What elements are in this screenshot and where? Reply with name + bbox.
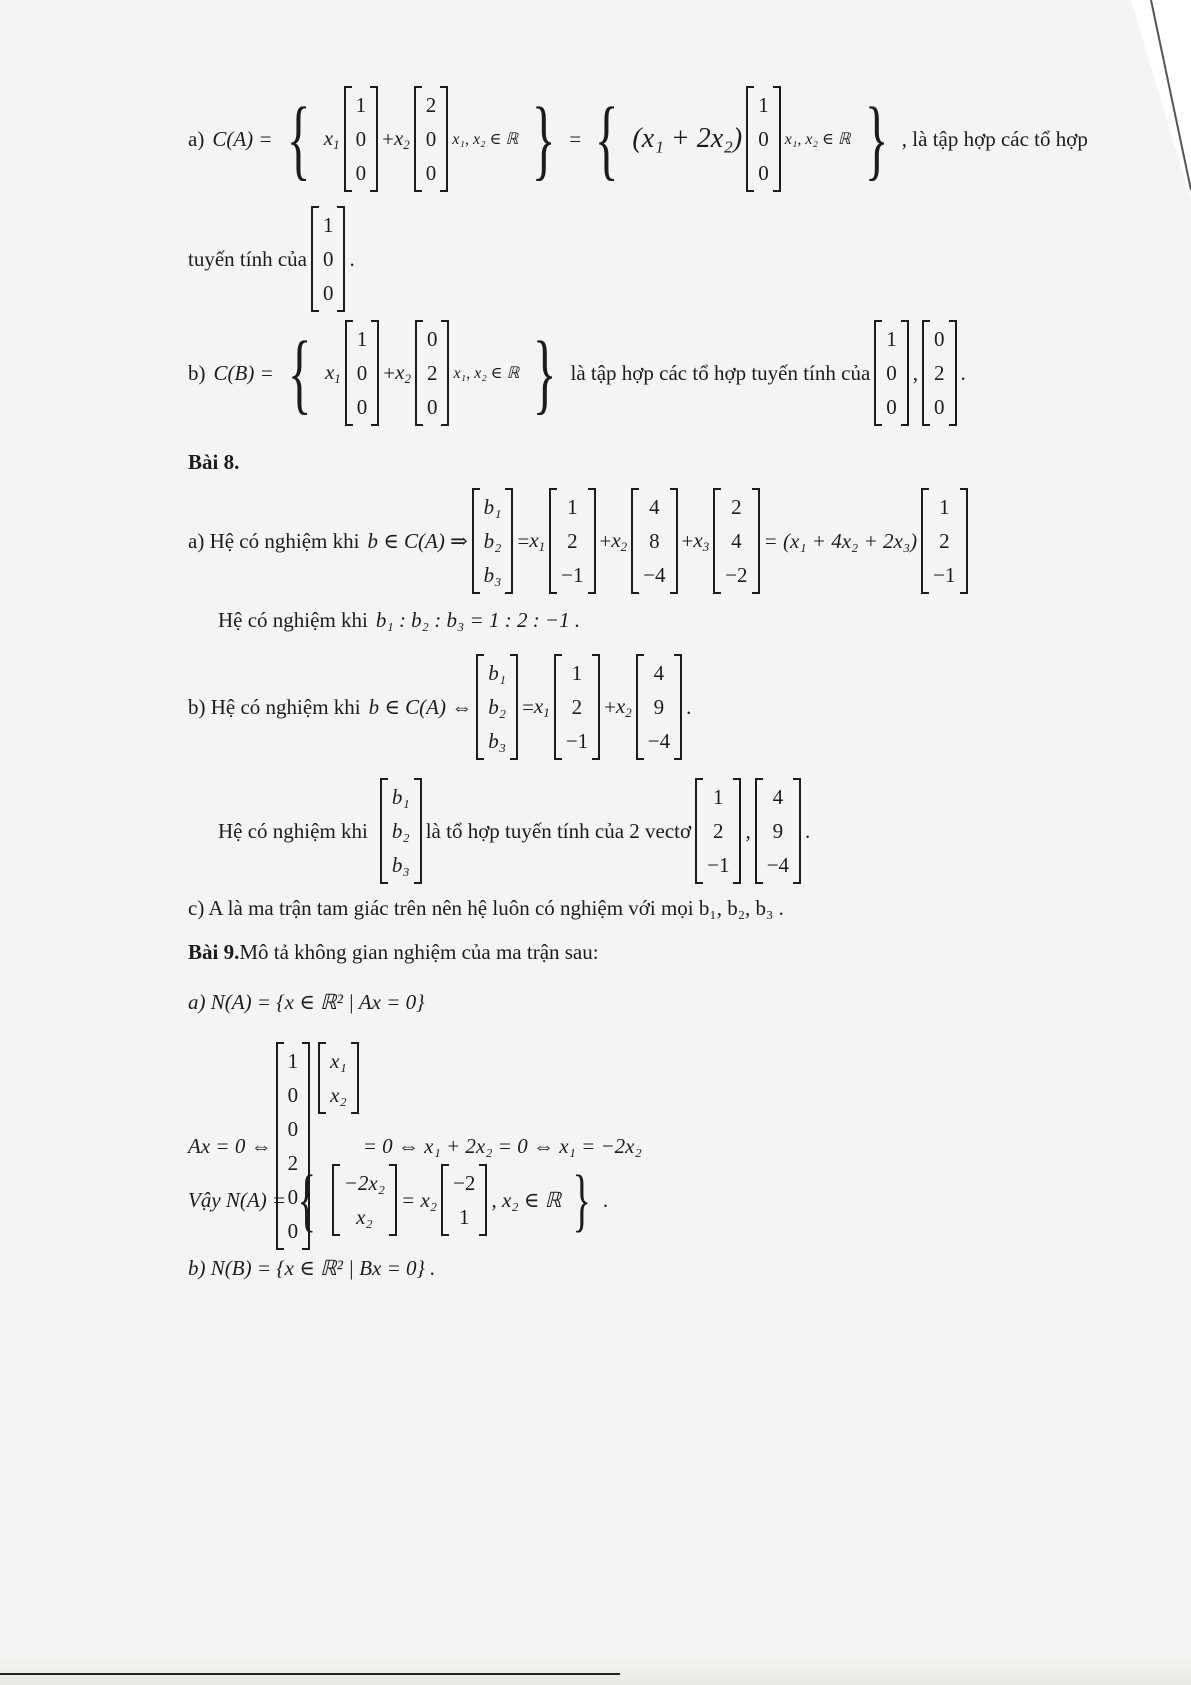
bai8-b-cond: b ∈ C(A) ⇔ bbox=[368, 694, 473, 719]
bai9-heading: Bài 9. bbox=[188, 940, 240, 964]
bai8-c-text: c) A là ma trận tam giác trên nên hệ luôn có nghiệm với mọi b₁, b₂, b₃ . bbox=[188, 896, 784, 920]
bai9-ax-lhs: Ax = 0 ⇔ bbox=[188, 1133, 272, 1158]
bai8-part-a: a) Hệ có nghiệm khi b ∈ C(A) ⇒ b₁ b₂ b₃ = $x_1$ 1 2 −1 + $x_2$ 4 8 −4 + $x_3$ 2 4 −2 = (x₁ + 4x₂ + 2x₃) 1 2 −1 bbox=[188, 490, 972, 592]
bai8-a-concl-text: Hệ có nghiệm khi bbox=[218, 608, 368, 632]
vector-c1: 1 2 −1 bbox=[695, 780, 741, 882]
vector-n: −2x₂ x₂ bbox=[332, 1166, 397, 1234]
vector-c2: 4 9 −4 bbox=[636, 656, 682, 758]
vector-v2: 0 2 0 bbox=[415, 322, 450, 424]
part-b-tail: là tập hợp các tổ hợp tuyến tính của bbox=[570, 360, 871, 385]
bai8-b-text: b) Hệ có nghiệm khi bbox=[188, 694, 361, 719]
part-a-line2-text: tuyến tính của bbox=[188, 246, 307, 271]
vector-result: 1 2 −1 bbox=[921, 490, 967, 592]
vector-c2: 4 9 −4 bbox=[755, 780, 801, 882]
bai8-b-concl-text-2: là tổ hợp tuyến tính của 2 vectơ bbox=[425, 818, 692, 843]
part-a-lhs: C(A) = bbox=[212, 126, 273, 151]
bai8-b-conclusion: Hệ có nghiệm khi b₁ b₂ b₃ là tổ hợp tuyến tính của 2 vectơ 1 2 −1 , 4 9 −4 . bbox=[218, 780, 810, 882]
vector-v2: 2 0 0 bbox=[414, 88, 449, 190]
bai8-a-text: a) Hệ có nghiệm khi bbox=[188, 528, 360, 553]
vector-v3: 1 0 0 bbox=[874, 322, 909, 424]
bai8-part-b: b) Hệ có nghiệm khi b ∈ C(A) ⇔ b₁ b₂ b₃ = $x_1$ 1 2 −1 + $x_2$ 4 9 −4 . bbox=[188, 656, 691, 758]
part-a-tail: , là tập hợp các tổ hợp bbox=[901, 126, 1088, 151]
part-b-lhs: C(B) = bbox=[213, 360, 274, 385]
part-a-line2: tuyến tính của 1 0 0 . bbox=[188, 208, 355, 310]
bai9-vay: Vậy N(A) = bbox=[188, 1187, 287, 1212]
scan-footer-strip bbox=[0, 1657, 1191, 1685]
vector-b: b₁ b₂ b₃ bbox=[472, 490, 514, 592]
bai9-conclusion: Vậy N(A) = { −2x₂ x₂ = x₂ −2 1 , x₂ ∈ ℝ } . bbox=[188, 1161, 609, 1239]
right-brace-icon: } bbox=[533, 323, 557, 423]
right-brace-icon: } bbox=[864, 89, 889, 189]
part-a-column-space-line: a) C(A) = { $x_1$ 1 0 0 + $x_2$ 2 0 0 x₁, x₂ ∈ ℝ } = { (x₁ + 2x₂) 1 0 0 x₁, x₂ ∈ ℝ } , là tập hợp các tổ hợp bbox=[188, 89, 1088, 189]
vector-v3: 1 0 0 bbox=[746, 88, 781, 190]
part-b-column-space-line: b) C(B) = { $x_1$ 1 0 0 + $x_2$ 0 2 0 x₁, x₂ ∈ ℝ } là tập hợp các tổ hợp tuyến tính của 1 0 0 , 0 2 0 . bbox=[188, 323, 966, 423]
vector-c1: 1 2 −1 bbox=[554, 656, 600, 758]
bai8-heading: Bài 8. bbox=[188, 450, 240, 474]
vector-v4: 0 2 0 bbox=[922, 322, 957, 424]
part-b-label: b) bbox=[188, 360, 206, 385]
bai8-a-combination: = (x₁ + 4x₂ + 2x₃) bbox=[763, 528, 918, 553]
left-brace-icon: { bbox=[286, 89, 311, 189]
bai9-b-definition: b) N(B) = {x ∈ ℝ² | Bx = 0} . bbox=[188, 1256, 436, 1280]
vector-c1: 1 2 −1 bbox=[549, 490, 595, 592]
bai9-ax-rhs: = 0 ⇔ x₁ + 2x₂ = 0 ⇔ x₁ = −2x₂ bbox=[362, 1133, 642, 1158]
right-brace-icon: } bbox=[572, 1161, 592, 1239]
vector-x: x₁ x₂ bbox=[318, 1044, 359, 1112]
vector-v4: 1 0 0 bbox=[311, 208, 346, 310]
scan-rule bbox=[0, 1673, 620, 1675]
left-brace-icon: { bbox=[594, 89, 619, 189]
right-brace-icon: } bbox=[531, 89, 556, 189]
part-a-condition-2: x₁, x₂ ∈ ℝ bbox=[784, 131, 851, 148]
vector-b: b₁ b₂ b₃ bbox=[476, 656, 518, 758]
vector-b: b₁ b₂ b₃ bbox=[380, 780, 422, 882]
part-a-combination: (x₁ + 2x₂) bbox=[632, 123, 743, 154]
vector-v1: 1 0 0 bbox=[345, 322, 380, 424]
bai9-a-definition: a) N(A) = {x ∈ ℝ² | Ax = 0} bbox=[188, 990, 425, 1014]
part-a-label: a) bbox=[188, 126, 205, 151]
bai9-heading-rest: Mô tả không gian nghiệm của ma trận sau: bbox=[239, 940, 599, 964]
bai9-ncond: , x₂ ∈ ℝ bbox=[491, 1187, 562, 1212]
bai8-a-cond: b ∈ C(A) ⇒ bbox=[367, 528, 468, 553]
part-b-condition: x₁, x₂ ∈ ℝ bbox=[453, 365, 520, 382]
vector-c2: 4 8 −4 bbox=[631, 490, 677, 592]
bai8-a-ratio: b₁ : b₂ : b₃ = 1 : 2 : −1 . bbox=[375, 608, 581, 632]
left-brace-icon: { bbox=[287, 323, 312, 423]
page-fold-corner bbox=[1131, 0, 1191, 200]
bai9-eq: = x₂ bbox=[401, 1187, 438, 1212]
bai9-heading-line bbox=[188, 940, 599, 965]
vector-basis: −2 1 bbox=[441, 1166, 487, 1234]
left-brace-icon: { bbox=[297, 1161, 317, 1239]
part-a-condition: x₁, x₂ ∈ ℝ bbox=[452, 131, 519, 148]
bai8-b-concl-text: Hệ có nghiệm khi bbox=[218, 818, 368, 843]
vector-v1: 1 0 0 bbox=[344, 88, 379, 190]
bai8-a-conclusion bbox=[218, 608, 580, 633]
vector-c3: 2 4 −2 bbox=[713, 490, 759, 592]
matrix-a: 1 0 0 2 0 0 bbox=[276, 1044, 311, 1248]
